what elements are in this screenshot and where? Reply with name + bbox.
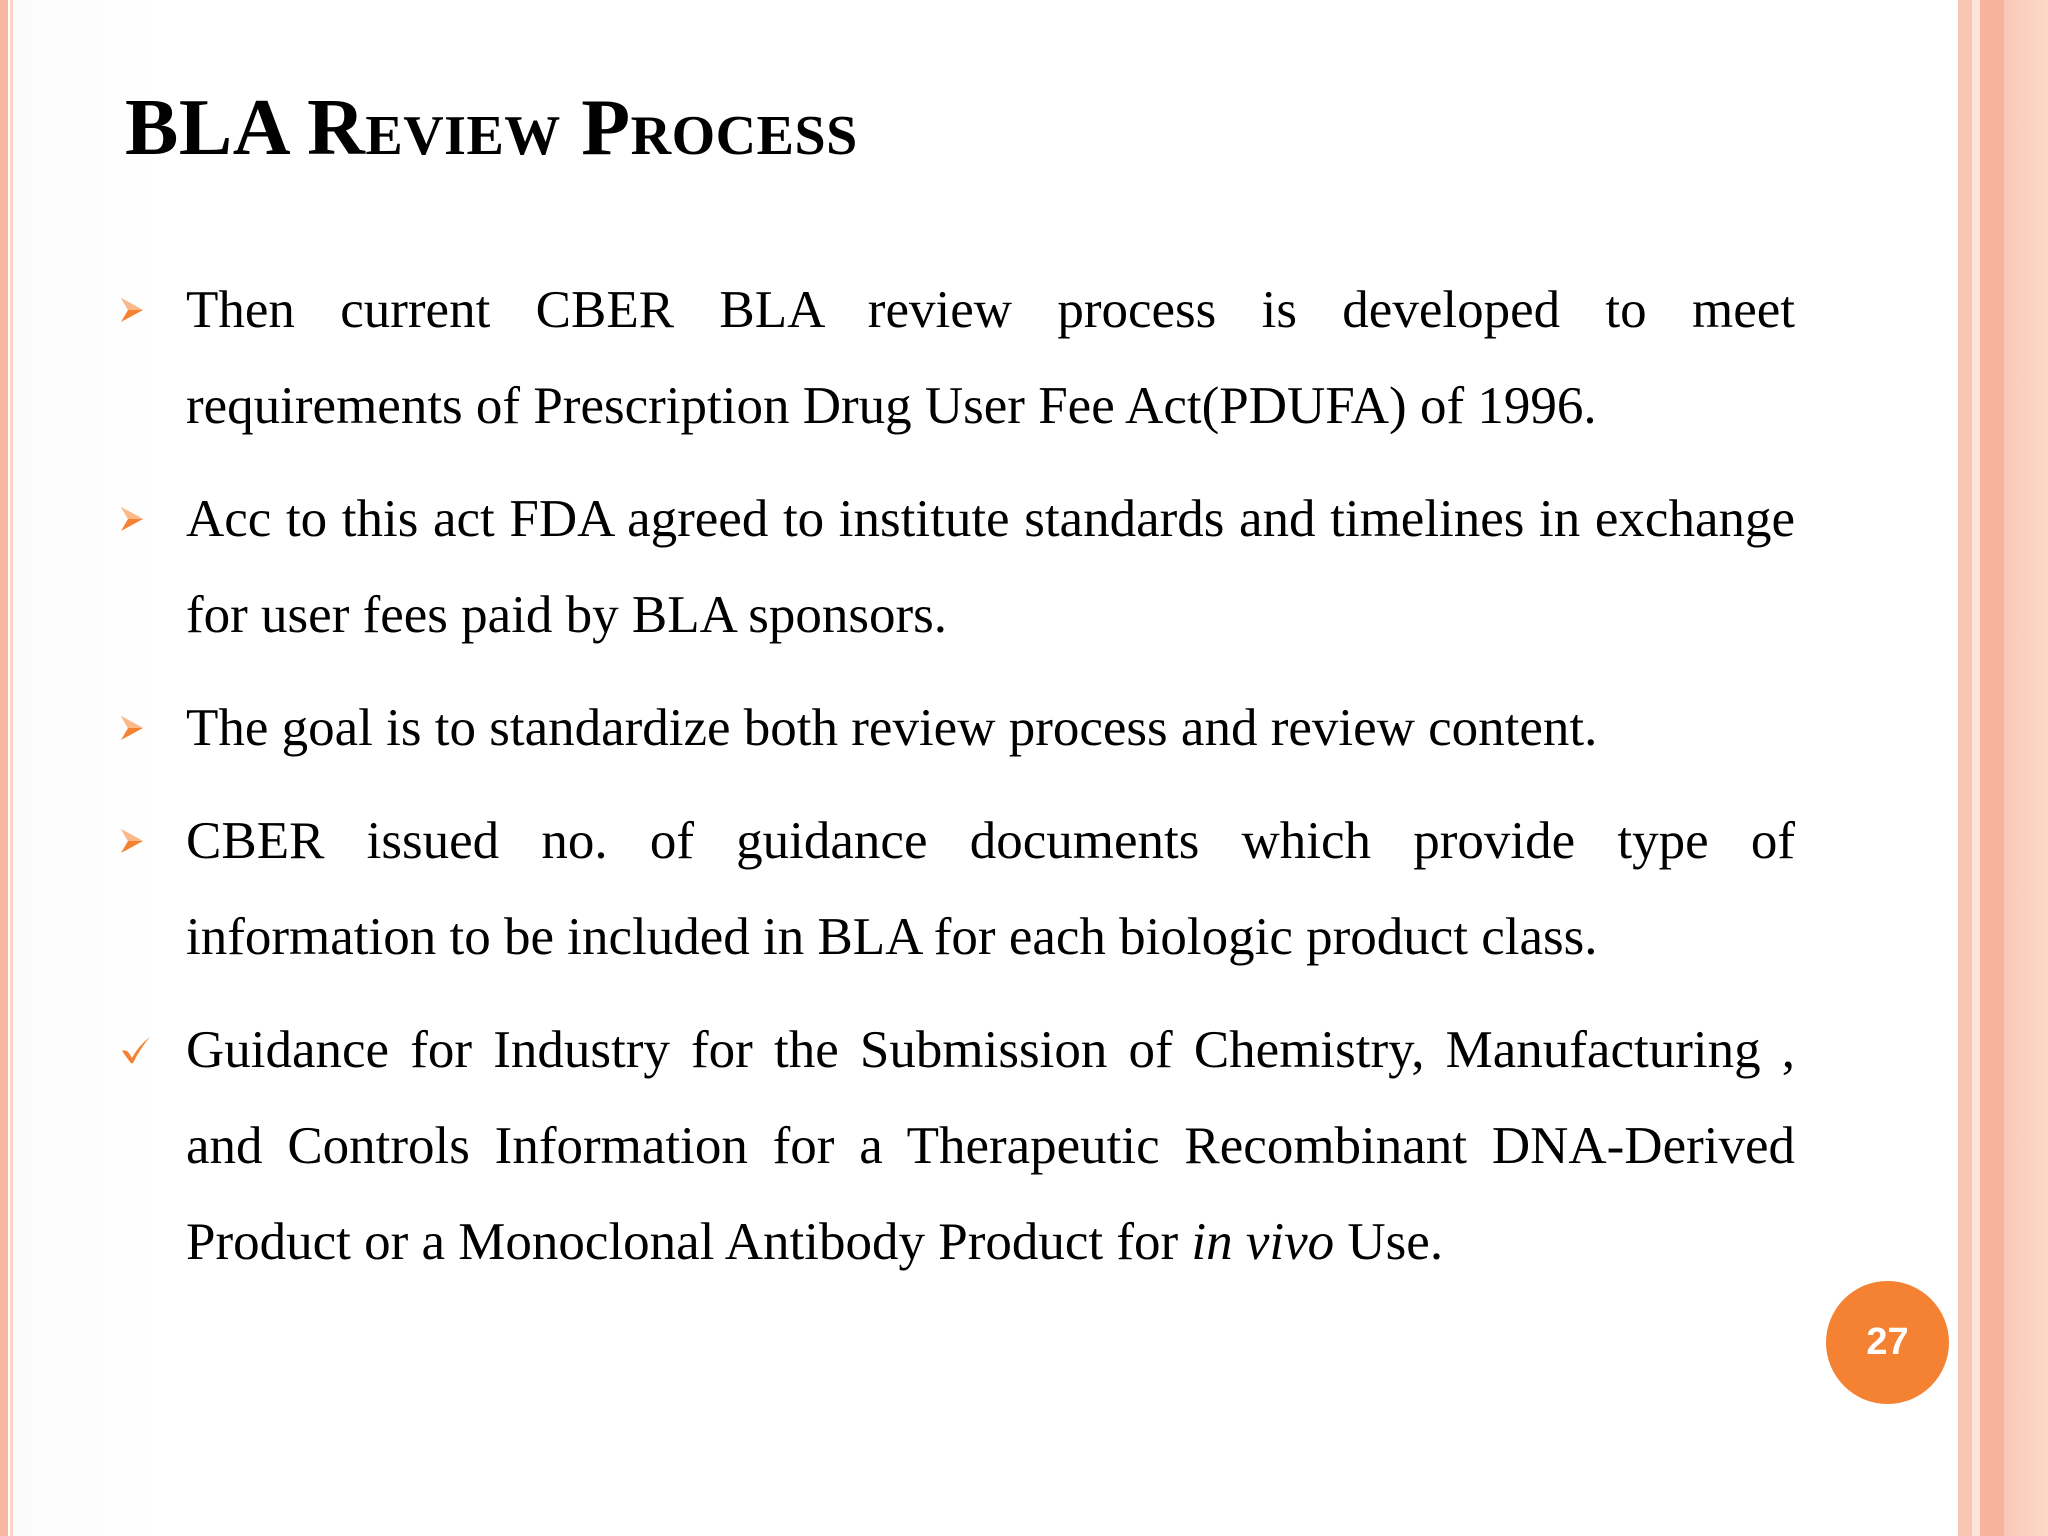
bullet-item: [120, 1002, 1795, 1290]
bullet-text: Guidance for Industry for the Submission of Chemistry, Manufacturing , and Controls Information for a Therapeutic Recombinant DNA-Derived Product or a Monoclonal Antibody Product for: [186, 1021, 1795, 1271]
right-border-stripe-main: [1980, 0, 2004, 1536]
bullet-text: Acc to this act FDA agreed to institute standards and timelines in exchange for user fees paid by BLA sponsors.: [186, 490, 1795, 644]
bullet-text: CBER issued no. of guidance documents which provide type of information to be included in BLA for each biologic product class.: [186, 812, 1795, 966]
bullet-text-italic: in vivo: [1191, 1213, 1335, 1271]
bullet-text: The goal is to standardize both review process and review content.: [186, 699, 1598, 757]
check-icon: [120, 1002, 160, 1098]
slide-title: BLA Review Process: [125, 84, 858, 172]
bullet-item: [120, 471, 1795, 663]
arrow-icon: [120, 471, 160, 567]
page-number: 27: [1866, 1321, 1909, 1363]
arrow-icon: [120, 793, 160, 889]
right-border-stripe-edge: [2004, 0, 2048, 1536]
left-border-stripe: [0, 0, 8, 1536]
arrow-icon: [120, 680, 160, 776]
bullet-text-tail: Use.: [1334, 1213, 1444, 1271]
right-border-stripe-outer: [1958, 0, 1972, 1536]
bullet-item: [120, 680, 1795, 776]
left-border-accent: [10, 0, 13, 1536]
page-number-badge: [1826, 1281, 1949, 1404]
bullet-text: Then current CBER BLA review process is developed to meet requirements of Prescription Drug User Fee Act(PDUFA) of 1996.: [186, 281, 1795, 435]
right-border-stripe-gap: [1972, 0, 1980, 1536]
bullet-item: [120, 793, 1795, 985]
bullet-item: [120, 262, 1795, 454]
bullet-list: [120, 262, 1795, 1307]
arrow-icon: [120, 262, 160, 358]
